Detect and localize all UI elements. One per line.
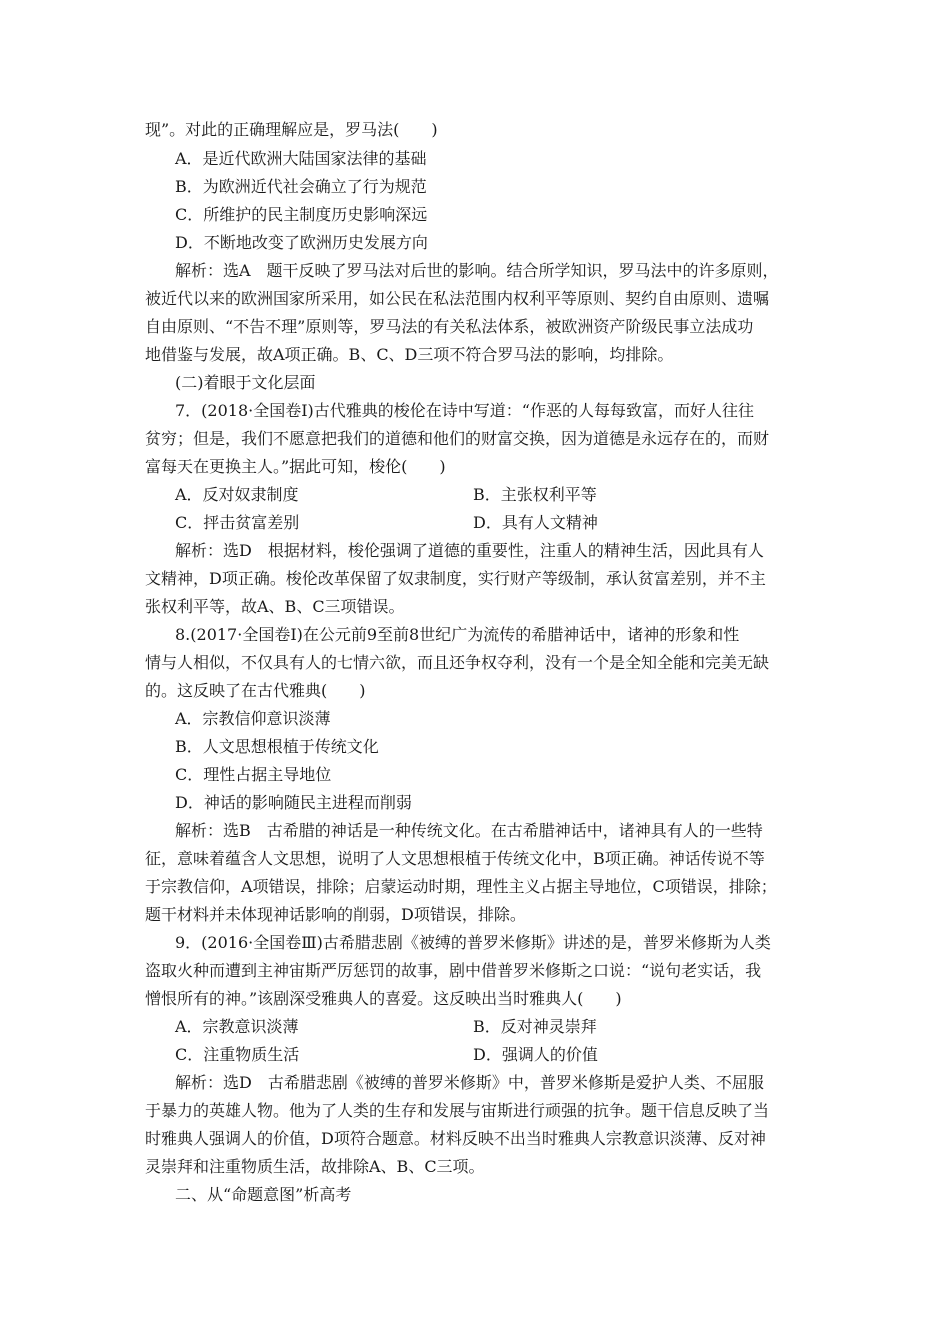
q7-option-b: B．主张权利平等 bbox=[473, 485, 597, 504]
q9-analysis-line: 于暴力的英雄人物。他为了人类的生存和发展与宙斯进行顽强的抗争。题干信息反映了当 bbox=[145, 1101, 770, 1120]
q9-stem-line: 憎恨所有的神。”该剧深受雅典人的喜爱。这反映出当时雅典人( ) bbox=[145, 989, 622, 1008]
q8-analysis-line: 征，意味着蕴含人文思想，说明了人文思想根植于传统文化中，B项正确。神话传说不等 bbox=[145, 849, 765, 868]
q6-analysis-line: 解析：选A 题干反映了罗马法对后世的影响。结合所学知识，罗马法中的许多原则， bbox=[175, 261, 779, 280]
section-heading-gaokao: 二、从“命题意图”析高考 bbox=[175, 1185, 352, 1204]
q9-analysis-line: 灵崇拜和注重物质生活，故排除A、B、C三项。 bbox=[145, 1157, 485, 1176]
q6-option-d: D．不断地改变了欧洲历史发展方向 bbox=[175, 233, 428, 252]
q7-analysis-line: 解析：选D 根据材料，梭伦强调了道德的重要性，注重人的精神生活，因此具有人 bbox=[175, 541, 764, 560]
q9-stem-line: 9．(2016·全国卷Ⅲ)古希腊悲剧《被缚的普罗米修斯》讲述的是，普罗米修斯为人类 bbox=[175, 933, 771, 952]
q6-analysis-line: 自由原则、“不告不理”原则等，罗马法的有关私法体系，被欧洲资产阶级民事立法成功 bbox=[145, 317, 754, 336]
q9-option-b: B．反对神灵崇拜 bbox=[473, 1017, 597, 1036]
q7-analysis-line: 文精神，D项正确。梭伦改革保留了奴隶制度，实行财产等级制，承认贫富差别，并不主 bbox=[145, 569, 766, 588]
q9-analysis-line: 解析：选D 古希腊悲剧《被缚的普罗米修斯》中，普罗米修斯是爱护人类、不屈服 bbox=[175, 1073, 764, 1092]
q6-option-b: B．为欧洲近代社会确立了行为规范 bbox=[175, 177, 427, 196]
q6-stem-tail: 现”。对此的正确理解应是，罗马法( ) bbox=[145, 120, 438, 139]
q8-stem-line: 8.(2017·全国卷Ⅰ)在公元前9至前8世纪广为流传的希腊神话中，诸神的形象和性 bbox=[175, 625, 740, 644]
q8-option-d: D．神话的影响随民主进程而削弱 bbox=[175, 793, 412, 812]
q8-option-b: B．人文思想根植于传统文化 bbox=[175, 737, 379, 756]
q7-analysis-line: 张权利平等，故A、B、C三项错误。 bbox=[145, 597, 405, 616]
q7-option-c: C．抨击贫富差别 bbox=[175, 513, 300, 532]
q7-option-a: A．反对奴隶制度 bbox=[175, 485, 299, 504]
q8-option-c: C．理性占据主导地位 bbox=[175, 765, 332, 784]
section-heading-culture: (二)着眼于文化层面 bbox=[175, 373, 316, 392]
q6-option-a: A．是近代欧洲大陆国家法律的基础 bbox=[175, 149, 427, 168]
q8-stem-line: 情与人相似，不仅具有人的七情六欲，而且还争权夺利，没有一个是全知全能和完美无缺 bbox=[145, 653, 770, 672]
q8-analysis-line: 于宗教信仰，A项错误，排除；启蒙运动时期，理性主义占据主导地位，C项错误，排除； bbox=[145, 877, 777, 896]
q6-analysis-line: 被近代以来的欧洲国家所采用，如公民在私法范围内权利平等原则、契约自由原则、遗嘱 bbox=[145, 289, 770, 308]
q7-option-d: D．具有人文精神 bbox=[473, 513, 598, 532]
q9-option-d: D．强调人的价值 bbox=[473, 1045, 598, 1064]
q8-analysis-line: 题干材料并未体现神话影响的削弱，D项错误，排除。 bbox=[145, 905, 526, 924]
q7-stem-line: 富每天在更换主人。”据此可知，梭伦( ) bbox=[145, 457, 446, 476]
q8-stem-line: 的。这反映了在古代雅典( ) bbox=[145, 681, 366, 700]
q7-stem-line: 7．(2018·全国卷Ⅰ)古代雅典的梭伦在诗中写道：“作恶的人每每致富，而好人往往 bbox=[175, 401, 754, 420]
q8-option-a: A．宗教信仰意识淡薄 bbox=[175, 709, 331, 728]
q7-stem-line: 贫穷；但是，我们不愿意把我们的道德和他们的财富交换，因为道德是永远存在的，而财 bbox=[145, 429, 770, 448]
q6-option-c: C．所维护的民主制度历史影响深远 bbox=[175, 205, 428, 224]
q8-analysis-line: 解析：选B 古希腊的神话是一种传统文化。在古希腊神话中，诸神具有人的一些特 bbox=[175, 821, 763, 840]
q9-option-a: A．宗教意识淡薄 bbox=[175, 1017, 299, 1036]
q9-option-c: C．注重物质生活 bbox=[175, 1045, 300, 1064]
q6-analysis-line: 地借鉴与发展，故A项正确。B、C、D三项不符合罗马法的影响，均排除。 bbox=[145, 345, 674, 364]
q9-analysis-line: 时雅典人强调人的价值，D项符合题意。材料反映不出当时雅典人宗教意识淡薄、反对神 bbox=[145, 1129, 766, 1148]
q9-stem-line: 盗取火种而遭到主神宙斯严厉惩罚的故事，剧中借普罗米修斯之口说：“说句老实话，我 bbox=[145, 961, 762, 980]
